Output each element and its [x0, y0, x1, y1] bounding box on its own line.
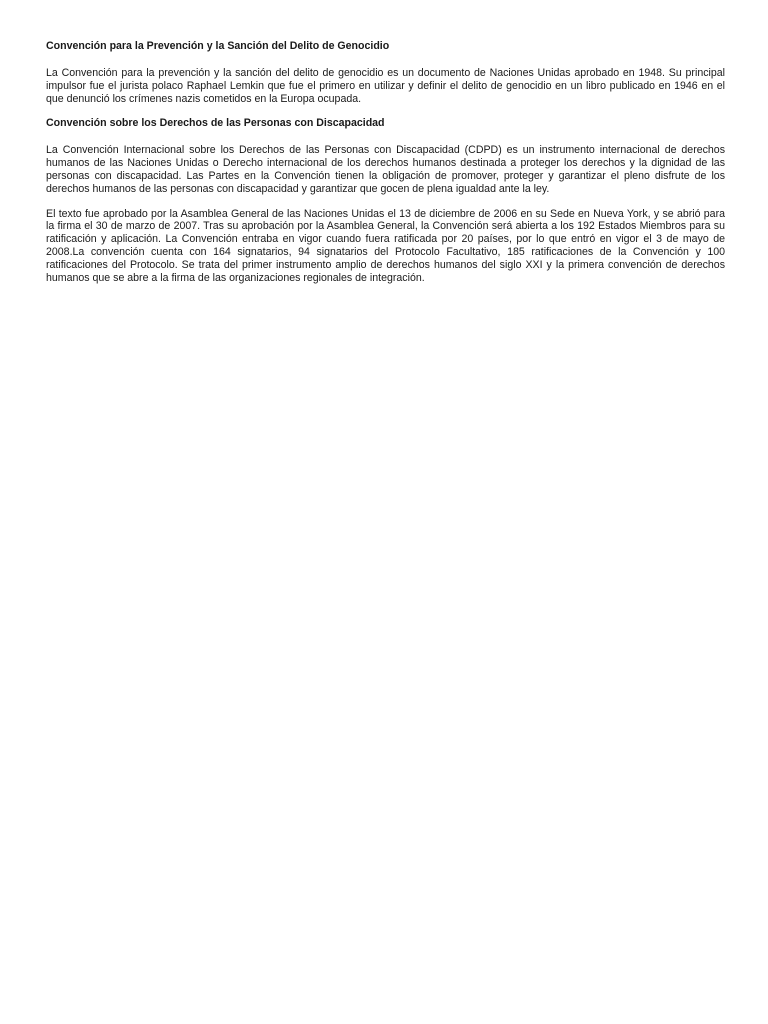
section-paragraph: La Convención Internacional sobre los Derechos de las Personas con Discapacidad (CDPD) es un instrumento internacional de derechos humanos de las Naciones Unidas o Derecho internacional de los derechos humanos destinada a proteger los derechos y la dignidad de las personas con discapacidad. Las Partes en la Convención tienen la obligación de promover, proteger y garantizar el pleno disfrute de los derechos humanos de las personas con discapacidad y garantizar que gocen de plena igualdad ante la ley.	[46, 144, 725, 195]
section-paragraph: El texto fue aprobado por la Asamblea General de las Naciones Unidas el 13 de diciembre de 2006 en su Sede en Nueva York, y se abrió para la firma el 30 de marzo de 2007. Tras su aprobación por la Asamblea General, la Convención será abierta a los 192 Estados Miembros para su ratificación y aplicación. La Convención entraba en vigor cuando fuera ratificada por 20 países, por lo que entró en vigor el 3 de mayo de 2008.La convención cuenta con 164 signatarios, 94 signatarios del Protocolo Facultativo, 185 ratificaciones de la Convención y 100 ratificaciones del Protocolo. Se trata del primer instrumento amplio de derechos humanos del siglo XXI y la primera convención de derechos humanos que se abre a la firma de las organizaciones regionales de integración.	[46, 207, 725, 284]
document-page	[46, 40, 725, 296]
section-genocide-convention	[46, 40, 725, 105]
section-heading: Convención para la Prevención y la Sanción del Delito de Genocidio	[46, 40, 390, 52]
section-heading: Convención sobre los Derechos de las Personas con Discapacidad	[46, 117, 385, 130]
section-disability-convention	[46, 117, 725, 284]
section-paragraph: La Convención para la prevención y la sanción del delito de genocidio es un documento de Naciones Unidas aprobado en 1948. Su principal impulsor fue el jurista polaco Raphael Lemkin que fue el primero en utilizar y definir el delito de genocidio en un libro publicado en 1946 en el que denunció los crímenes nazis cometidos en la Europa ocupada.	[46, 67, 725, 105]
